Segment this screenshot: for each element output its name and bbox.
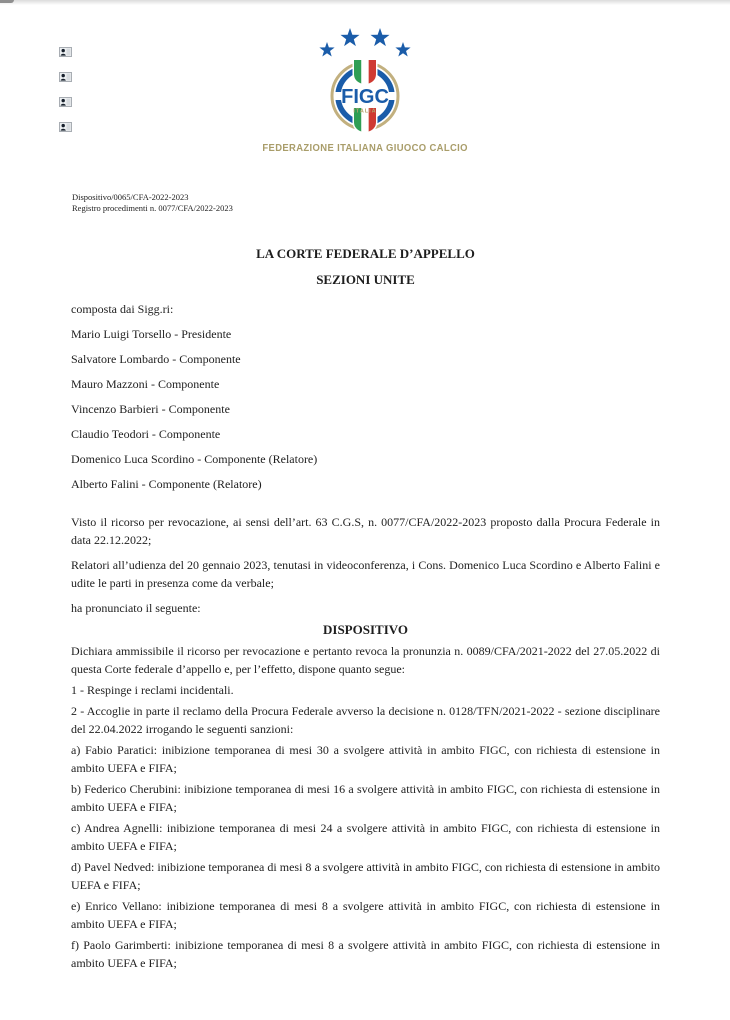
sanction-item: a) Fabio Paratici: inibizione temporanea di mesi 30 a svolgere attività in ambito FIGC, con richiesta di estensione in ambito UEFA e FIFA; — [71, 743, 660, 775]
court-title: LA CORTE FEDERALE D’APPELLO — [256, 246, 475, 261]
sanction-item: d) Pavel Nedved: inibizione temporanea di mesi 8 a svolgere attività in ambito FIGC, con richiesta di estensione in ambito UEFA e FIFA; — [71, 860, 660, 892]
figc-acronym: FIGC — [341, 86, 389, 108]
document-body — [71, 245, 660, 972]
figc-header — [0, 24, 730, 154]
sanction-item: b) Federico Cherubini: inibizione temporanea di mesi 16 a svolgere attività in ambito FIGC, con richiesta di estensione in ambito UEFA e FIFA; — [71, 782, 660, 814]
preamble-paragraph: Relatori all’udienza del 20 gennaio 2023, tenutasi in videoconferenza, i Cons. Domenico Luca Scordino e Alberto Falini e udite le parti in presenza come da verbale; — [71, 558, 660, 590]
member-line: Domenico Luca Scordino - Componente (Relatore) — [71, 452, 318, 466]
sanction-item: e) Enrico Vellano: inibizione temporanea di mesi 8 a svolgere attività in ambito FIGC, con richiesta di estensione in ambito UEFA e FIFA; — [71, 899, 660, 931]
sanction-item: c) Andrea Agnelli: inibizione temporanea di mesi 24 a svolgere attività in ambito FIGC, con richiesta di estensione in ambito UEFA e FIFA; — [71, 821, 660, 853]
dispositivo-heading: DISPOSITIVO — [323, 622, 408, 637]
reference-line-registro: Registro procedimenti n. 0077/CFA/2022-2023 — [72, 202, 233, 213]
dispositivo-paragraph: 2 - Accoglie in parte il reclamo della Procura Federale avverso la decisione n. 0128/TFN/2021-2022 - sezione disciplinare del 22.04.2022 irrogando le seguenti sanzioni: — [71, 704, 660, 736]
federation-name: FEDERAZIONE ITALIANA GIUOCO CALCIO — [262, 142, 468, 154]
dispositivo-paragraph: 1 - Respinge i reclami incidentali. — [71, 683, 234, 697]
member-line: Alberto Falini - Componente (Relatore) — [71, 477, 262, 491]
preamble-paragraph: Visto il ricorso per revocazione, ai sensi dell’art. 63 C.G.S, n. 0077/CFA/2022-2023 proposto dalla Procura Federale in data 22.12.2022; — [71, 515, 660, 547]
page-top-shadow — [0, 0, 730, 5]
member-line: Claudio Teodori - Componente — [71, 427, 221, 441]
composition-intro: composta dai Sigg.ri: — [71, 302, 174, 316]
member-line: Mario Luigi Torsello - Presidente — [71, 327, 232, 341]
member-line: Mauro Mazzoni - Componente — [71, 377, 220, 391]
figc-crest-icon — [280, 24, 450, 136]
document-reference — [72, 192, 233, 214]
member-line: Vincenzo Barbieri - Componente — [71, 402, 230, 416]
preamble-paragraph: ha pronunciato il seguente: — [71, 601, 201, 615]
member-line: Salvatore Lombardo - Componente — [71, 352, 241, 366]
sanction-item: f) Paolo Garimberti: inibizione temporanea di mesi 8 a svolgere attività in ambito FIGC, con richiesta di estensione in ambito UEFA e FIFA; — [71, 938, 660, 970]
dispositivo-paragraph: Dichiara ammissibile il ricorso per revocazione e pertanto revoca la pronunzia n. 0089/CFA/2021-2022 del 27.05.2022 di questa Corte federale d’appello e, per l’effetto, dispone quanto segue: — [71, 644, 660, 676]
scroll-edge-remnant — [0, 0, 14, 3]
figc-country-label: ITALIA — [353, 108, 377, 115]
court-section-title: SEZIONI UNITE — [316, 272, 415, 287]
reference-line-dispositivo: Dispositivo/0065/CFA-2022-2023 — [72, 192, 189, 202]
